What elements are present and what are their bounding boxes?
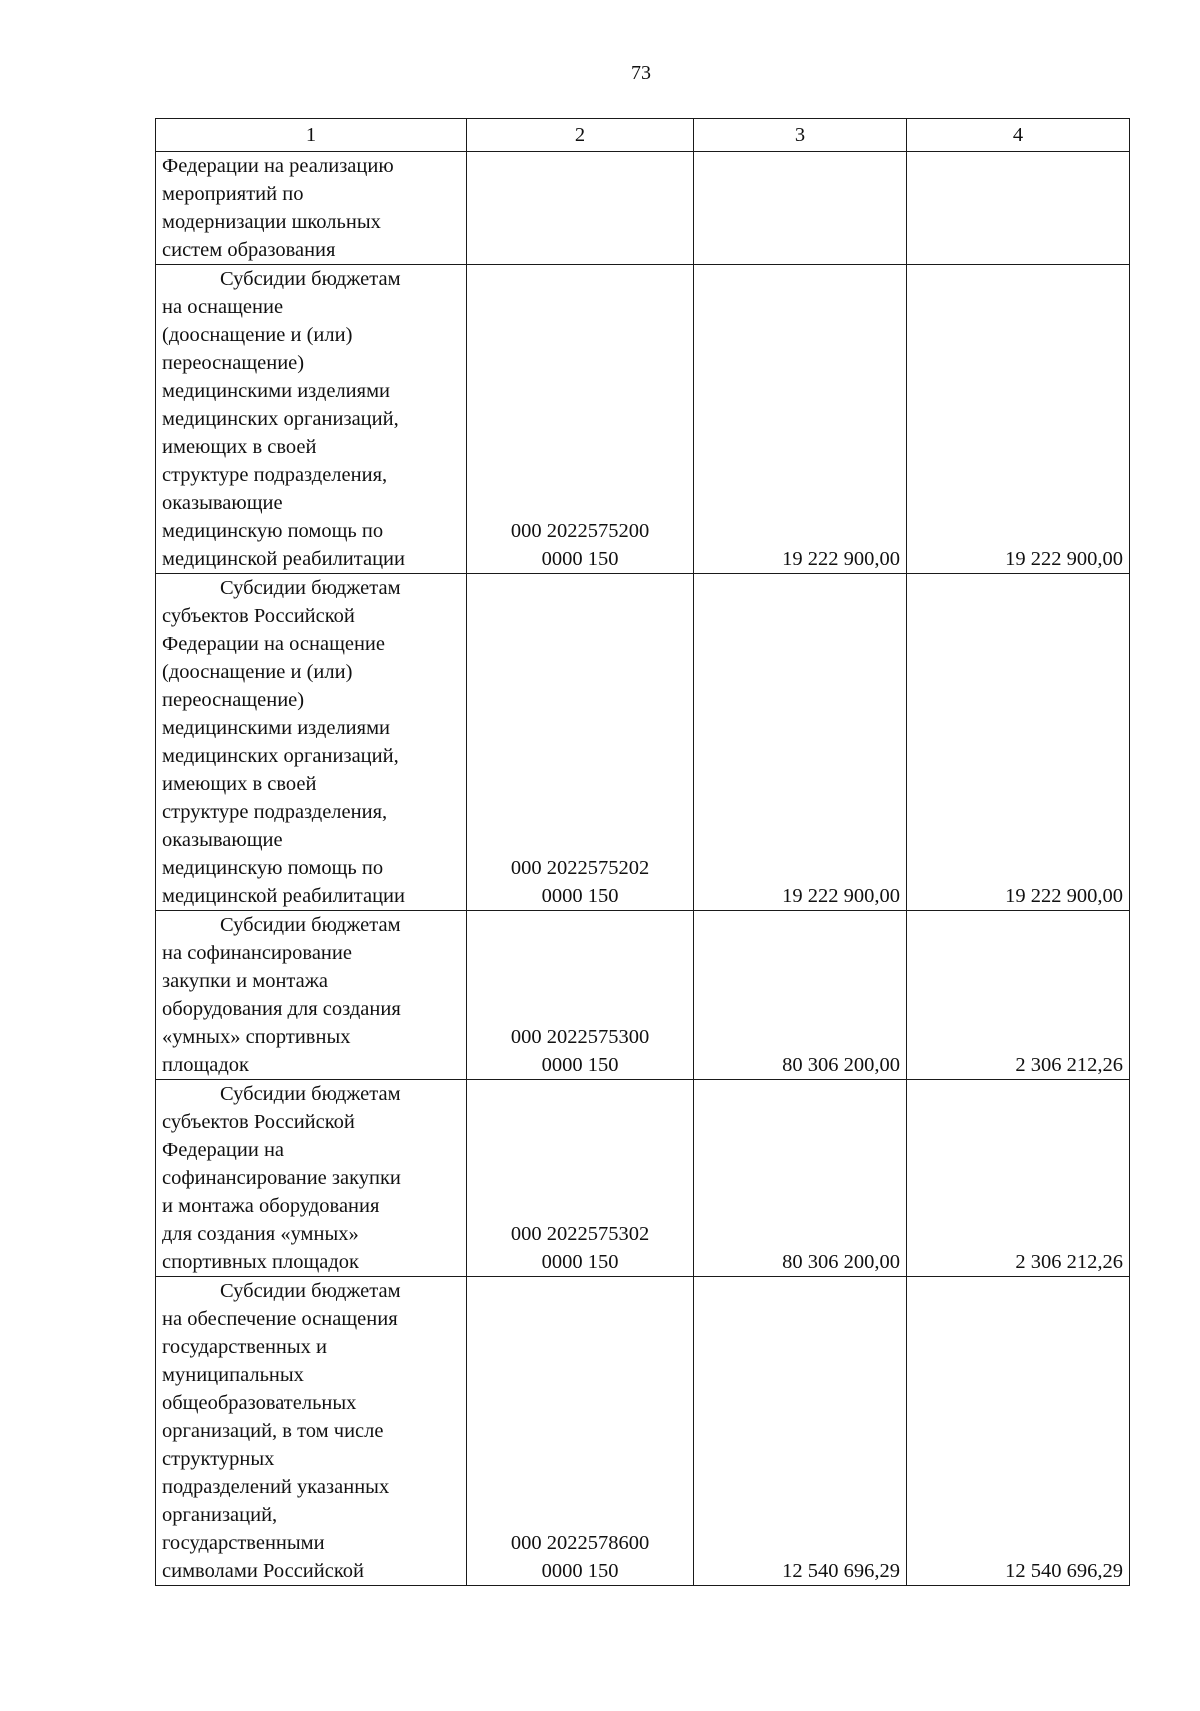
row-code bbox=[467, 1277, 694, 1586]
code-line: 000 2022575202 bbox=[510, 857, 650, 879]
description-line: Субсидии бюджетам bbox=[220, 1280, 401, 1302]
column-header-2: 2 bbox=[467, 119, 694, 152]
description-line: медицинской реабилитации bbox=[162, 548, 405, 570]
table-row bbox=[156, 152, 1130, 265]
description-line: на софинансирование bbox=[162, 942, 352, 964]
description-line: символами Российской bbox=[162, 1560, 364, 1582]
description-line: и монтажа оборудования bbox=[162, 1195, 380, 1217]
description-line: Субсидии бюджетам bbox=[220, 914, 401, 936]
description-line: субъектов Российской bbox=[162, 1111, 355, 1133]
row-value-col4: 19 222 900,00 bbox=[907, 265, 1130, 574]
description-line: на оснащение bbox=[162, 296, 284, 318]
row-value-col4: 2 306 212,26 bbox=[907, 1080, 1130, 1277]
row-value-col3: 80 306 200,00 bbox=[694, 1080, 907, 1277]
description-line: (дооснащение и (или) bbox=[162, 324, 353, 346]
description-line: на обеспечение оснащения bbox=[162, 1308, 398, 1330]
row-description bbox=[156, 152, 467, 265]
row-code bbox=[467, 911, 694, 1080]
description-line: Субсидии бюджетам bbox=[220, 268, 401, 290]
description-line: систем образования bbox=[162, 239, 336, 261]
description-line: медицинской реабилитации bbox=[162, 885, 405, 907]
description-line: организаций, в том числе bbox=[162, 1420, 384, 1442]
page-number: 73 bbox=[631, 62, 651, 84]
description-line: субъектов Российской bbox=[162, 605, 355, 627]
row-value-col3 bbox=[694, 152, 907, 265]
description-line: медицинских организаций, bbox=[162, 745, 399, 767]
row-value-col4: 2 306 212,26 bbox=[907, 911, 1130, 1080]
row-code bbox=[467, 574, 694, 911]
code-line: 000 2022575200 bbox=[510, 520, 650, 542]
description-line: имеющих в своей bbox=[162, 773, 317, 795]
description-line: софинансирование закупки bbox=[162, 1167, 401, 1189]
row-value-col3: 19 222 900,00 bbox=[694, 265, 907, 574]
description-line: структуре подразделения, bbox=[162, 801, 388, 823]
row-description bbox=[156, 911, 467, 1080]
row-description bbox=[156, 1277, 467, 1586]
row-description bbox=[156, 574, 467, 911]
description-line: закупки и монтажа bbox=[162, 970, 329, 992]
description-line: структурных bbox=[162, 1448, 275, 1470]
description-line: оказывающие bbox=[162, 829, 283, 851]
description-line: переоснащение) bbox=[162, 352, 305, 374]
description-line: (дооснащение и (или) bbox=[162, 661, 353, 683]
column-header-1: 1 bbox=[156, 119, 467, 152]
row-value-col3: 19 222 900,00 bbox=[694, 574, 907, 911]
description-line: спортивных площадок bbox=[162, 1251, 360, 1273]
row-code bbox=[467, 1080, 694, 1277]
code-line: 0000 150 bbox=[541, 548, 619, 570]
description-line: медицинскими изделиями bbox=[162, 717, 391, 739]
code-line: 0000 150 bbox=[541, 1054, 619, 1076]
description-line: медицинских организаций, bbox=[162, 408, 399, 430]
row-value-col3: 80 306 200,00 bbox=[694, 911, 907, 1080]
description-line: площадок bbox=[162, 1054, 249, 1076]
table-body bbox=[156, 152, 1130, 1586]
row-code bbox=[467, 152, 694, 265]
code-line: 0000 150 bbox=[541, 1251, 619, 1273]
column-header-3: 3 bbox=[694, 119, 907, 152]
description-line: общеобразовательных bbox=[162, 1392, 357, 1414]
code-line: 000 2022575300 bbox=[510, 1026, 650, 1048]
description-line: модернизации школьных bbox=[162, 211, 381, 233]
budget-table bbox=[155, 118, 1130, 1586]
description-line: имеющих в своей bbox=[162, 436, 317, 458]
description-line: медицинскими изделиями bbox=[162, 380, 391, 402]
table-row bbox=[156, 1080, 1130, 1277]
description-line: организаций, bbox=[162, 1504, 278, 1526]
description-line: «умных» спортивных bbox=[162, 1026, 351, 1048]
code-line: 000 2022578600 bbox=[510, 1532, 650, 1554]
description-line: Субсидии бюджетам bbox=[220, 1083, 401, 1105]
row-description bbox=[156, 265, 467, 574]
column-header-4: 4 bbox=[907, 119, 1130, 152]
header-row bbox=[156, 119, 1130, 152]
description-line: структуре подразделения, bbox=[162, 464, 388, 486]
description-line: подразделений указанных bbox=[162, 1476, 390, 1498]
row-description bbox=[156, 1080, 467, 1277]
code-line: 000 2022575302 bbox=[510, 1223, 650, 1245]
row-value-col3: 12 540 696,29 bbox=[694, 1277, 907, 1586]
description-line: оборудования для создания bbox=[162, 998, 401, 1020]
table-row bbox=[156, 265, 1130, 574]
row-value-col4 bbox=[907, 152, 1130, 265]
table-row bbox=[156, 574, 1130, 911]
description-line: Субсидии бюджетам bbox=[220, 577, 401, 599]
description-line: Федерации на bbox=[162, 1139, 285, 1161]
row-value-col4: 12 540 696,29 bbox=[907, 1277, 1130, 1586]
row-value-col4: 19 222 900,00 bbox=[907, 574, 1130, 911]
description-line: Федерации на оснащение bbox=[162, 633, 385, 655]
description-line: Федерации на реализацию bbox=[162, 155, 394, 177]
description-line: переоснащение) bbox=[162, 689, 305, 711]
description-line: оказывающие bbox=[162, 492, 283, 514]
code-line: 0000 150 bbox=[541, 885, 619, 907]
table-row bbox=[156, 1277, 1130, 1586]
code-line: 0000 150 bbox=[541, 1560, 619, 1582]
description-line: государственных и bbox=[162, 1336, 328, 1358]
description-line: для создания «умных» bbox=[162, 1223, 359, 1245]
description-line: медицинскую помощь по bbox=[162, 520, 384, 542]
table-row bbox=[156, 911, 1130, 1080]
description-line: государственными bbox=[162, 1532, 325, 1554]
description-line: медицинскую помощь по bbox=[162, 857, 384, 879]
description-line: муниципальных bbox=[162, 1364, 304, 1386]
row-code bbox=[467, 265, 694, 574]
description-line: мероприятий по bbox=[162, 183, 304, 205]
